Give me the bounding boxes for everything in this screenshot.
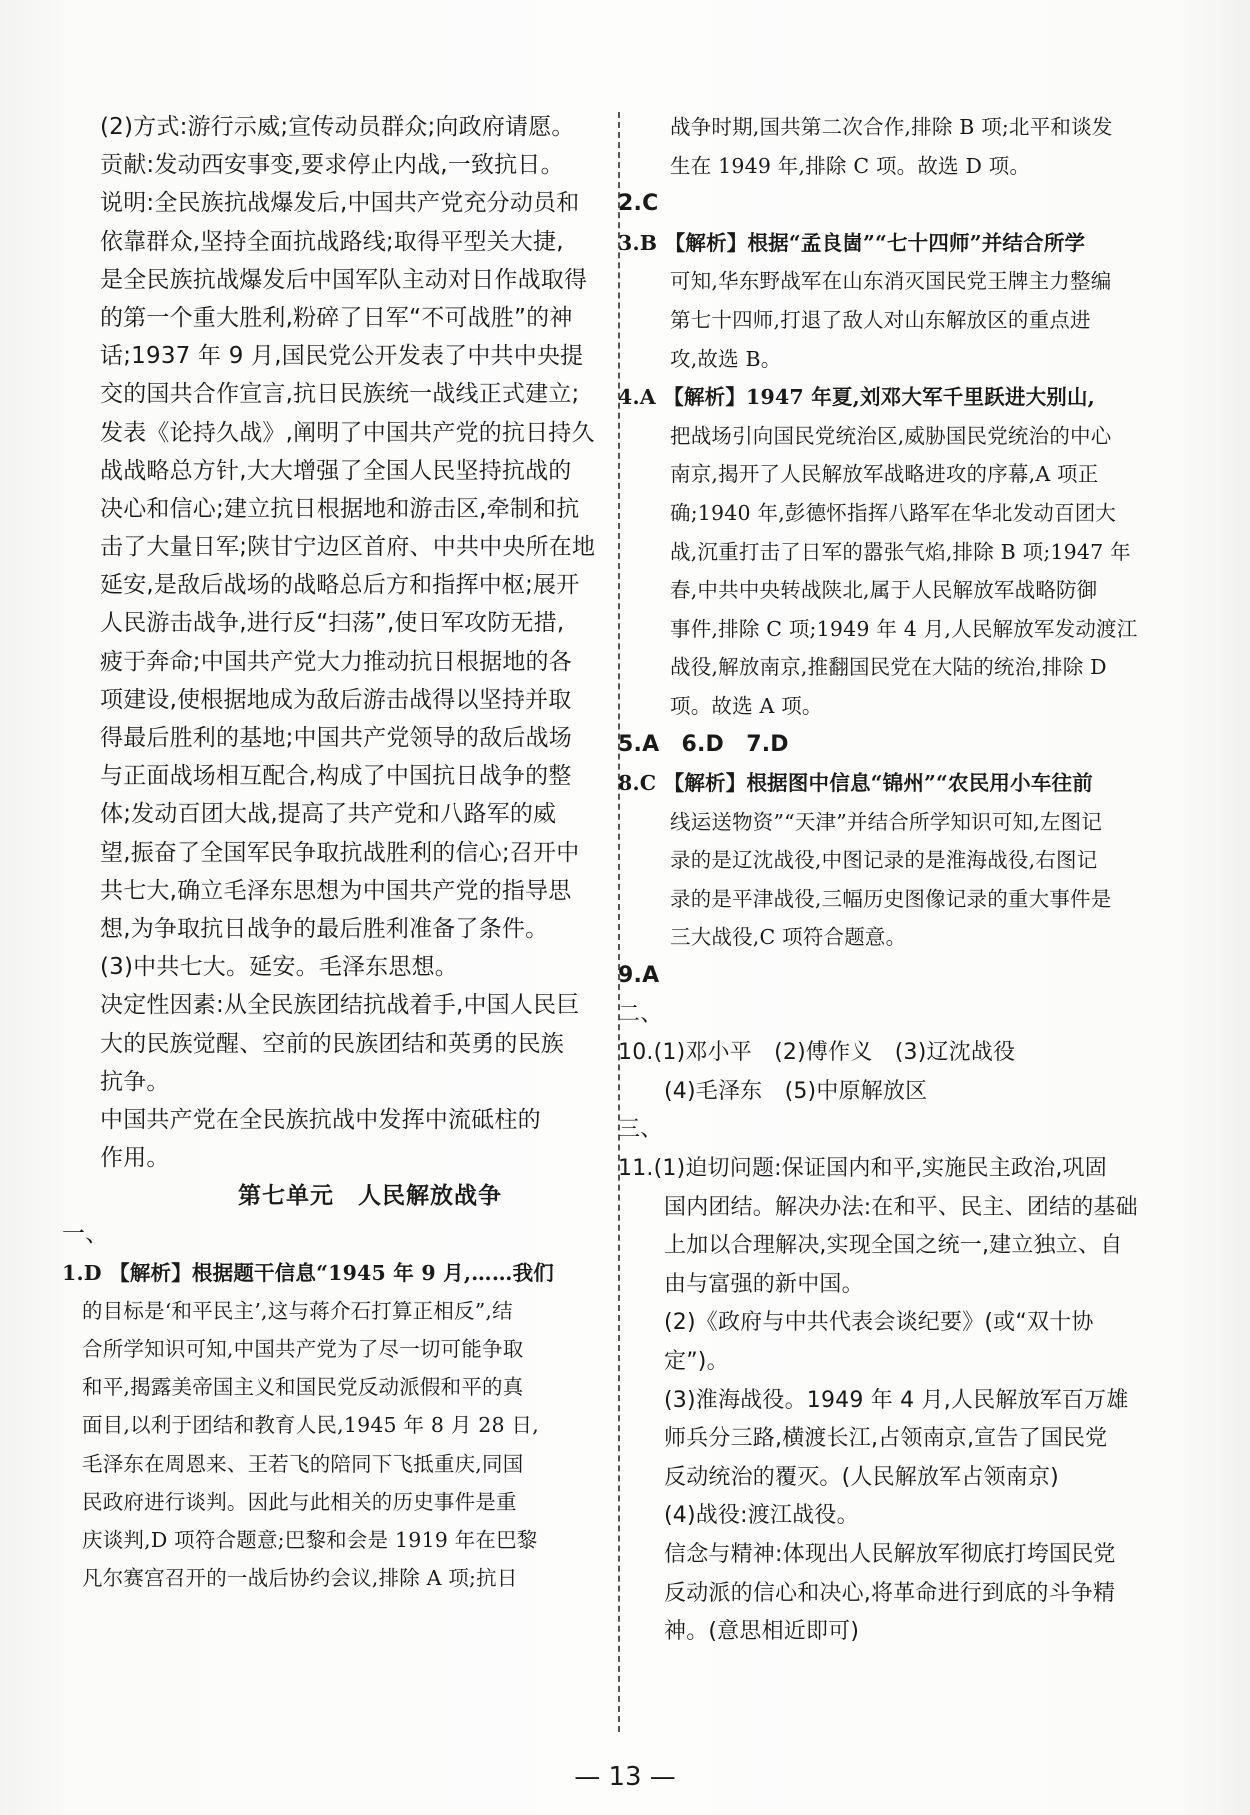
left-text-line: 项建设,使根据地成为敌后游击战得以坚持并取 — [100, 686, 572, 713]
left-text-line: 决定性因素:从全民族团结抗战着手,中国人民巨 — [100, 992, 580, 1019]
left-text-line: 贡献:发动西安事变,要求停止内战,一致抗日。 — [100, 152, 564, 179]
left-text-line: 的第一个重大胜利,粉碎了日军“不可战胜”的神 — [100, 304, 573, 331]
left-text-line: 话;1937 年 9 月,国民党公开发表了中共中央提 — [100, 343, 584, 370]
left-text-line: 决心和信心;建立抗日根据地和游击区,牵制和抗 — [100, 495, 580, 522]
right-text-line: 4.A 【解析】1947 年夏,刘邓大军千里跃进大别山, — [618, 385, 1096, 410]
right-text-line: 由与富强的新中国。 — [664, 1271, 864, 1297]
right-text-line: 战役,解放南京,推翻国民党在大陆的统治,排除 D — [670, 655, 1107, 680]
right-text-line: 反动派的信心和决心,将革命进行到底的斗争精 — [664, 1580, 1116, 1606]
right-text-line: 3.B 【解析】根据“孟良崮”“七十四师”并结合所学 — [618, 230, 1086, 255]
left-text-line: 1.D 【解析】根据题干信息“1945 年 9 月,……我们 — [62, 1260, 554, 1285]
left-text-line: 得最后胜利的基地;中国共产党领导的敌后战场 — [100, 725, 572, 751]
right-text-line: 战,沉重打击了日军的嚣张气焰,排除 B 项;1947 年 — [670, 539, 1131, 564]
right-text-line: 8.C 【解析】根据图中信息“锦州”“农民用小车往前 — [618, 771, 1093, 796]
left-text-line: 凡尔赛宫召开的一战后协约会议,排除 A 项;抗日 — [82, 1566, 518, 1591]
left-text-line: 望,振奋了全国军民争取抗战胜利的信心;召开中 — [100, 839, 580, 866]
left-text-line: 的目标是‘和平民主’,这与蒋介石打算正相反”,结 — [82, 1298, 513, 1323]
right-text-line: 可知,华东野战军在山东消灭国民党王牌主力整编 — [670, 269, 1112, 294]
unit-heading: 第七单元 人民解放战争 — [238, 1183, 502, 1210]
left-text-line: (3)中共七大。延安。毛泽东思想。 — [100, 954, 458, 981]
left-text-line: 毛泽东在周恩来、王若飞的陪同下飞抵重庆,同国 — [82, 1451, 524, 1476]
page-number: — 13 — — [574, 1762, 676, 1792]
right-text-line: (4)毛泽东 (5)中原解放区 — [664, 1078, 928, 1104]
right-text-line: 事件,排除 C 项;1949 年 4 月,人民解放军发动渡江 — [670, 616, 1138, 641]
right-text-line: 第七十四师,打退了敌人对山东解放区的重点进 — [670, 307, 1091, 332]
left-text-line: 中国共产党在全民族抗战中发挥中流砥柱的 — [100, 1106, 541, 1133]
right-text-line: 生在 1949 年,排除 C 项。故选 D 项。 — [670, 153, 1031, 178]
right-text-line: (3)淮海战役。1949 年 4 月,人民解放军百万雄 — [664, 1387, 1129, 1413]
left-text-line: 一、 — [62, 1221, 109, 1248]
right-text-line: 5.A 6.D 7.D — [618, 731, 789, 757]
left-text-line: (2)方式:游行示威;宣传动员群众;向政府请愿。 — [100, 114, 575, 140]
left-column — [62, 108, 600, 1597]
right-text-line: 上加以合理解决,实现全国之统一,建立独立、自 — [664, 1233, 1123, 1259]
right-text-line: 三、 — [618, 1117, 663, 1143]
right-text-line: 二、 — [618, 1001, 663, 1027]
right-text-line: 神。(意思相近即可) — [664, 1619, 860, 1645]
left-text-line: 共七大,确立毛泽东思想为中国共产党的指导思 — [100, 877, 572, 904]
left-text-line: 合所学知识可知,中国共产党为了尽一切可能争取 — [82, 1337, 524, 1361]
right-text-line: (4)战役:渡江战役。 — [664, 1503, 859, 1529]
left-text-line: 大的民族觉醒、空前的民族团结和英勇的民族 — [100, 1030, 564, 1057]
right-text-line: (2)《政府与中共代表会谈纪要》(或“双十协 — [664, 1310, 1094, 1336]
left-text-line: 和平,揭露美帝国主义和国民党反动派假和平的真 — [82, 1375, 524, 1400]
column-divider — [618, 112, 620, 1732]
right-text-line: 战争时期,国共第二次合作,排除 B 项;北平和谈发 — [670, 115, 1113, 139]
left-text-line: 交的国共合作宣言,抗日民族统一战线正式建立; — [100, 381, 580, 408]
left-text-line: 是全民族抗战爆发后中国军队主动对日作战取得 — [100, 266, 588, 293]
right-text-line: 10.(1)邓小平 (2)傅作义 (3)辽沈战役 — [618, 1040, 1016, 1066]
right-text-line: 国内团结。解决办法:在和平、民主、团结的基础 — [664, 1194, 1138, 1220]
left-text-line: 说明:全民族抗战爆发后,中国共产党充分动员和 — [100, 190, 580, 217]
left-text-line: 庆谈判,D 项符合题意;巴黎和会是 1919 年在巴黎 — [82, 1527, 538, 1552]
right-text-line: 项。故选 A 项。 — [670, 693, 823, 718]
left-text-line: 击了大量日军;陕甘宁边区首府、中共中央所在地 — [100, 534, 596, 561]
right-text-line: 春,中共中央转战陕北,属于人民解放军战略防御 — [670, 578, 1098, 603]
right-text-line: 11.(1)迫切问题:保证国内和平,实施民主政治,巩固 — [618, 1156, 1107, 1182]
right-text-line: 三大战役,C 项符合题意。 — [670, 925, 907, 950]
right-text-line: 录的是辽沈战役,中图记录的是淮海战役,右图记 — [670, 848, 1098, 873]
right-text-line: 录的是平津战役,三幅历史图像记录的重大事件是 — [670, 886, 1112, 911]
left-text-line: 发表《论持久战》,阐明了中国共产党的抗日持久 — [100, 419, 595, 446]
left-text-line: 作用。 — [100, 1145, 170, 1172]
left-text-line: 延安,是敌后战场的战略总后方和指挥中枢;展开 — [100, 572, 580, 599]
right-text-line: 攻,故选 B。 — [670, 346, 782, 371]
left-text-line: 抗争。 — [100, 1068, 170, 1095]
left-text-line: 民政府进行谈判。因此与此相关的历史事件是重 — [82, 1489, 517, 1514]
right-column — [618, 108, 1150, 1652]
right-text-line: 南京,揭开了人民解放军战略进攻的序幕,A 项正 — [670, 462, 1099, 487]
right-text-line: 反动统治的覆灭。(人民解放军占领南京) — [664, 1464, 1059, 1490]
right-text-line: 师兵分三路,横渡长江,占领南京,宣告了国民党 — [664, 1426, 1108, 1452]
right-text-line: 2.C — [618, 191, 659, 217]
left-text-line: 疲于奔命;中国共产党大力推动抗日根据地的各 — [100, 648, 572, 675]
left-text-line: 面目,以利于团结和教育人民,1945 年 8 月 28 日, — [82, 1413, 539, 1438]
right-text-line: 9.A — [618, 963, 660, 989]
right-text-line: 把战场引向国民党统治区,威胁国民党统治的中心 — [670, 423, 1112, 448]
left-text-line: 人民游击战争,进行反“扫荡”,使日军攻防无措, — [100, 610, 565, 637]
right-text-line: 信念与精神:体现出人民解放军彻底打垮国民党 — [664, 1541, 1116, 1567]
left-text-line: 与正面战场相互配合,构成了中国抗日战争的整 — [100, 763, 572, 790]
right-text-line: 定”)。 — [664, 1349, 729, 1374]
left-text-line: 体;发动百团大战,提高了共产党和八路军的威 — [100, 801, 557, 828]
right-text-line: 确;1940 年,彭德怀指挥八路军在华北发动百团大 — [670, 500, 1117, 525]
right-text-line: 线运送物资”“天津”并结合所学知识可知,左图记 — [670, 809, 1103, 834]
left-text-line: 依靠群众,坚持全面抗战路线;取得平型关大捷, — [100, 228, 564, 255]
left-text-line: 战战略总方针,大大增强了全国人民坚持抗战的 — [100, 457, 572, 484]
left-text-line: 想,为争取抗日战争的最后胜利准备了条件。 — [100, 915, 549, 942]
